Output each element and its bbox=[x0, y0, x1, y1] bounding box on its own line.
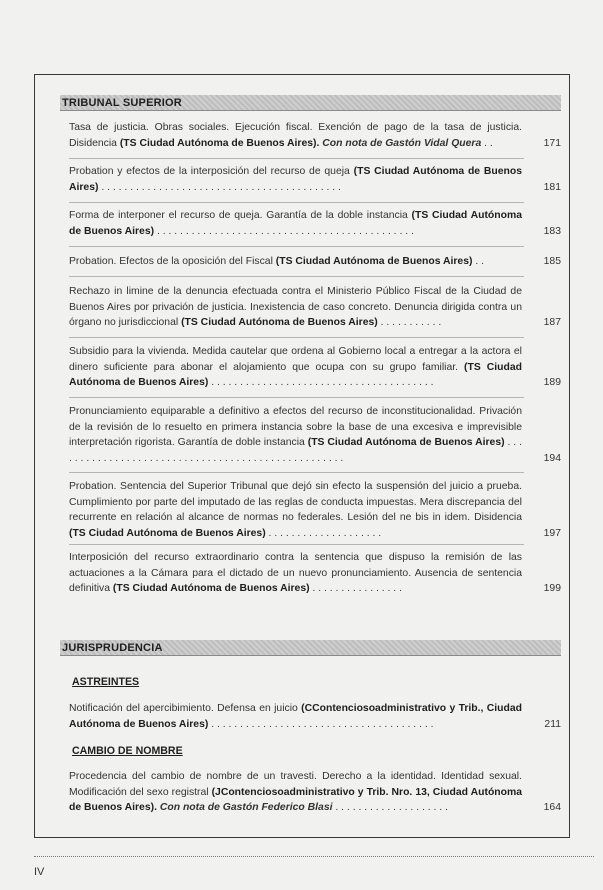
divider bbox=[69, 276, 524, 277]
divider bbox=[69, 246, 524, 247]
page-number: 164 bbox=[543, 802, 561, 814]
entry-text: Probation. Sentencia del Superior Tribunal que dejó sin efecto la suspensión del juicio a prueba. Cumplimiento por parte del imputado de las reglas de conducta impuestas. Mera discrepancia del recurrente en relación al alcance de normas no federales. Lesión del ne bis in idem. Disidencia bbox=[69, 481, 522, 524]
page-number: 187 bbox=[543, 317, 561, 329]
page-number: 194 bbox=[543, 452, 561, 464]
divider bbox=[69, 158, 524, 159]
divider bbox=[69, 397, 524, 398]
page-number: 199 bbox=[543, 583, 561, 595]
entry-court: (TS Ciudad Autónoma de Buenos Aires) bbox=[69, 210, 522, 237]
index-entry: Rechazo in limine de la denuncia efectuada contra el Ministerio Público Fiscal de la Ciudad de Buenos Aires por privación de justicia. Inexistencia de caso concreto. Denuncia dirigida contra un órgano no jurisdiccional (TS Ciudad Autónoma de Buenos Aires) . . . . . . . . . . . 187 bbox=[69, 284, 563, 331]
index-entry: Probation y efectos de la interposición del recurso de queja (TS Ciudad Autónoma de Buenos Aires) . . . . . . . . . . . . . . . . . . . . . . . . . . . . . . . . . . . . . . . . . . 181 bbox=[69, 164, 563, 195]
section-header-tribunal-superior bbox=[60, 95, 561, 111]
entry-court: (TS Ciudad Autónoma de Buenos Aires) bbox=[69, 361, 522, 389]
entry-text: Subsidio para la vivienda. Medida cautelar que ordena al Gobierno local a entregar a la actora el dinero suficiente para abonar el alojamiento que ocupa con su grupo familiar. bbox=[69, 346, 522, 373]
entry-text: Tasa de justicia. Obras sociales. Ejecución fiscal. Exención de pago de la tasa de justicia. Disidencia bbox=[69, 122, 522, 149]
index-entry: Tasa de justicia. Obras sociales. Ejecución fiscal. Exención de pago de la tasa de justicia. Disidencia (TS Ciudad Autónoma de Buenos Aires). Con nota de Gastón Vidal Quera . . 171 bbox=[69, 120, 563, 151]
page-number: 181 bbox=[543, 181, 561, 193]
divider bbox=[69, 337, 524, 338]
entry-text: Forma de interponer el recurso de queja. Garantía de la doble instancia bbox=[69, 210, 412, 221]
entry-court: (TS Ciudad Autónoma de Buenos Aires). bbox=[119, 137, 320, 149]
page-number: 197 bbox=[543, 527, 561, 539]
entry-text: Pronunciamiento equiparable a definitivo a efectos del recurso de inconstitucionalidad. Privación de la revisión de lo resuelto en primera instancia sobre la base de una excesiva e imprevisible interpretación rigorista. Garantía de doble instancia bbox=[69, 406, 522, 449]
page-number: 211 bbox=[544, 718, 561, 730]
divider bbox=[69, 544, 524, 545]
entry-court: (TS Ciudad Autónoma de Buenos Aires) bbox=[69, 166, 522, 193]
entry-text: Probation y efectos de la interposición del recurso de queja bbox=[69, 166, 354, 177]
entry-text: Procedencia del cambio de nombre de un travesti. Derecho a la identidad. Identidad sexual. Modificación del sexo registral bbox=[69, 771, 522, 798]
page-number: 183 bbox=[543, 225, 561, 237]
page-number: 185 bbox=[543, 256, 561, 267]
index-entry: Interposición del recurso extraordinario contra la sentencia que dispuso la remisión de las actuaciones a la Cámara para el dictado de un nuevo pronunciamiento. Ausencia de sentencia definitiva (TS Ciudad Autónoma de Buenos Aires) . . . . . . . . . . . . . . . . 199 bbox=[69, 550, 563, 597]
index-entry: Probation. Sentencia del Superior Tribunal que dejó sin efecto la suspensión del juicio a prueba. Cumplimiento por parte del imputado de las reglas de conducta impuestas. Mera discrepancia del recurrente en relación al alcance de normas no federales. Lesión del ne bis in idem. Disidencia (TS Ciudad Autónoma de Buenos Aires) . . . . . . . . . . . . . . . . . . . . 197 bbox=[69, 479, 563, 541]
entry-court: (TS Ciudad Autónoma de Buenos Aires) bbox=[69, 527, 266, 539]
entry-note: Con nota de Gastón Vidal Quera bbox=[319, 137, 482, 149]
entry-court: (CContenciosoadministrativo y Trib., Ciudad Autónoma de Buenos Aires) bbox=[69, 703, 522, 730]
entry-court: (TS Ciudad Autónoma de Buenos Aires) bbox=[112, 583, 310, 595]
page-folio: IV bbox=[34, 866, 45, 878]
entry-court: (TS Ciudad Autónoma de Buenos Aires) bbox=[307, 437, 505, 449]
divider bbox=[69, 202, 524, 203]
subheading-cambio-de-nombre: CAMBIO DE NOMBRE bbox=[72, 745, 183, 757]
index-entry: Subsidio para la vivienda. Medida cautelar que ordena al Gobierno local a entregar a la actora el dinero suficiente para abonar el alojamiento que ocupa con su grupo familiar. (TS Ciudad Autónoma de Buenos Aires) . . . . . . . . . . . . . . . . . . . . . . . . . . . . . . . . . . . . . . . 189 bbox=[69, 344, 563, 391]
entry-court: (TS Ciudad Autónoma de Buenos Aires) bbox=[181, 317, 378, 329]
entry-text: Probation. Efectos de la oposición del Fiscal bbox=[69, 256, 276, 267]
footer-rule bbox=[34, 856, 594, 857]
section-title: JURISPRUDENCIA bbox=[62, 642, 163, 654]
entry-court: (JContenciosoadministrativo y Trib. Nro. 13, Ciudad Autónoma de Buenos Aires). bbox=[69, 786, 523, 814]
page-number: 189 bbox=[543, 377, 561, 389]
index-entry: Pronunciamiento equiparable a definitivo a efectos del recurso de inconstitucionalidad. Privación de la revisión de lo resuelto en primera instancia sobre la base de una excesiva e imprevisible interpretación rigorista. Garantía de doble instancia (TS Ciudad Autónoma de Buenos Aires) . . . . . . . . . . . . . . . . . . . . . . . . . . . . . . . . . . . . . . . . . . . . . . . . . . . 194 bbox=[69, 404, 563, 466]
page-number: 171 bbox=[543, 137, 561, 149]
subheading-astreintes: ASTREINTES bbox=[72, 676, 140, 688]
entry-text: Rechazo in limine de la denuncia efectuada contra el Ministerio Público Fiscal de la Ciudad de Buenos Aires por privación de justicia. Inexistencia de caso concreto. Denuncia dirigida contra un órgano no jurisdiccional bbox=[69, 286, 522, 329]
entry-text: Interposición del recurso extraordinario contra la sentencia que dispuso la remisión de las actuaciones a la Cámara para el dictado de un nuevo pronunciamiento. Ausencia de sentencia definitiva bbox=[69, 552, 522, 595]
entry-text: Notificación del apercibimiento. Defensa en juicio bbox=[69, 703, 302, 714]
index-entry: Notificación del apercibimiento. Defensa en juicio (CContenciosoadministrativo y Trib., Ciudad Autónoma de Buenos Aires) . . . . . . . . . . . . . . . . . . . . . . . . . . . . . . . . . . . . . . . 211 bbox=[69, 701, 563, 732]
entry-court: (TS Ciudad Autónoma de Buenos Aires) bbox=[275, 256, 473, 267]
index-entry: Forma de interponer el recurso de queja. Garantía de la doble instancia (TS Ciudad Autónoma de Buenos Aires) . . . . . . . . . . . . . . . . . . . . . . . . . . . . . . . . . . . . . . . . . . . . . 183 bbox=[69, 208, 563, 239]
index-entry: Procedencia del cambio de nombre de un travesti. Derecho a la identidad. Identidad sexual. Modificación del sexo registral (JContenciosoadministrativo y Trib. Nro. 13, Ciudad Autónoma de Buenos Aires). Con nota de Gastón Federico Blasi . . . . . . . . . . . . . . . . . . . . 164 bbox=[69, 769, 563, 816]
divider bbox=[69, 472, 524, 473]
index-entry: Probation. Efectos de la oposición del Fiscal (TS Ciudad Autónoma de Buenos Aires) . . 185 bbox=[69, 254, 563, 270]
entry-note: Con nota de Gastón Federico Blasi bbox=[156, 802, 333, 814]
section-title: TRIBUNAL SUPERIOR bbox=[62, 97, 182, 109]
section-header-jurisprudencia bbox=[60, 640, 561, 656]
